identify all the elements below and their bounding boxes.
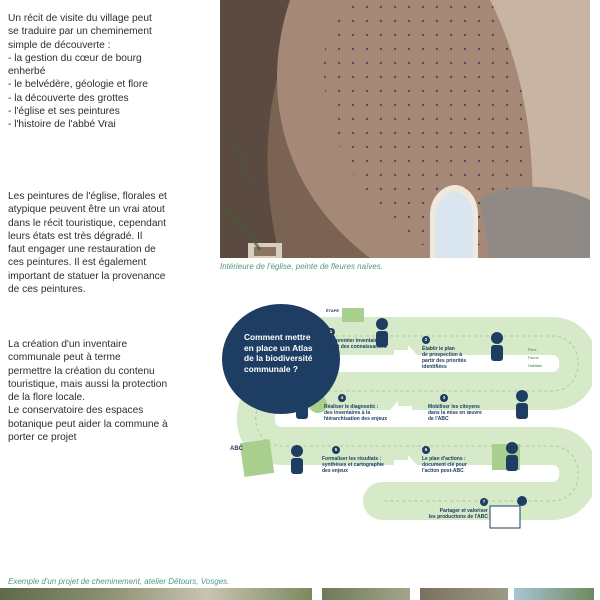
inventory-line: touristique, mais aussi la protection (8, 378, 168, 390)
intro-line: se traduire par un cheminement (8, 26, 152, 38)
intro-text (8, 12, 208, 132)
inventory-line: botanique peut aider la commune à (8, 418, 168, 430)
step-line: Le plan d'actions : (422, 456, 466, 462)
paintings-line: important de statuer la provenance (8, 270, 166, 282)
paintings-line: Les peintures de l'église, florales et (8, 191, 167, 202)
church-interior-photo (220, 0, 590, 258)
inventory-line: de la flore locale. (8, 392, 86, 404)
step-line: Partager et valoriser (439, 508, 488, 514)
paintings-line: leurs états est très dégradé. Il (8, 230, 143, 242)
step-6-text (422, 456, 488, 474)
paintings-line: dans le récit touristique, cependant (8, 217, 167, 229)
intro-line: - l'histoire de l'abbé Vrai (8, 119, 116, 131)
bottom-photo-1 (0, 588, 312, 600)
step-line: les productions de l'ABC (428, 514, 488, 520)
step-5-text (322, 456, 394, 474)
legend-faune: Faune (528, 356, 539, 360)
step-number: 6 (422, 446, 430, 454)
step-number: 5 (332, 446, 340, 454)
step-number: 2 (422, 336, 430, 344)
step-line: hiérarchisation des enjeux (324, 416, 388, 422)
step-line: Mobiliser les citoyens (428, 404, 480, 410)
legend-flore: Flore (528, 348, 537, 352)
step-line: des inventaires à la (324, 410, 371, 416)
step-line: synthèses et cartographie (322, 462, 384, 468)
paintings-line: de ces peintures. (8, 284, 86, 296)
inventory-line: porter ce projet (8, 432, 77, 444)
intro-line: enherbé (8, 66, 46, 78)
step-number: 1 (327, 328, 335, 336)
paintings-line: atypique peuvent être un vrai atout (8, 204, 165, 216)
intro-line: Un récit de visite du village peut (8, 13, 152, 24)
start-label: ÉTAPE (326, 308, 340, 313)
step-line: celui des connaissances (328, 344, 387, 350)
step-number: 4 (338, 394, 346, 402)
infographic-title-line: en place un Atlas (244, 342, 313, 353)
bottom-photo-4 (514, 588, 594, 600)
inventory-line: Le conservatoire des espaces (8, 405, 144, 417)
step-line: de prospection à (422, 352, 463, 358)
legend-habitats: Habitats (528, 364, 542, 368)
intro-line: simple de découverte : (8, 39, 111, 51)
step-4-text (324, 404, 394, 422)
abc-label: ABC (230, 446, 243, 452)
step-line: de l'ABC (428, 416, 449, 422)
step-7-text (418, 508, 488, 520)
intro-line: - l'église et ses peintures (8, 106, 120, 118)
step-line: identifiées (422, 364, 447, 370)
step-line: document clé pour (422, 462, 467, 468)
step-line: dans la mise en œuvre (428, 410, 482, 416)
step-number: 3 (440, 394, 448, 402)
bottom-photo-2 (322, 588, 410, 600)
inventory-line: La création d'un inventaire (8, 339, 128, 350)
step-2-text (422, 346, 486, 370)
church-illustration (220, 0, 590, 258)
inventory-text (8, 338, 208, 444)
infographic-title-line: communale ? (244, 363, 298, 374)
intro-line: - le belvédère, géologie et flore (8, 79, 148, 91)
bottom-photo-3 (420, 588, 508, 600)
paintings-text (8, 190, 208, 296)
step-line: partir des priorités (422, 358, 467, 364)
abc-infographic (222, 296, 592, 540)
intro-line: - la gestion du cœur de bourg (8, 52, 142, 64)
inventory-line: communale peut à terme (8, 352, 121, 364)
paintings-line: faut engager une restauration de (8, 244, 156, 256)
intro-line: - la découverte des grottes (8, 92, 129, 104)
step-number: 7 (480, 498, 488, 506)
paintings-line: ces peintures. Il est également (8, 257, 147, 269)
step-3-text (428, 404, 498, 422)
infographic-title-line: Comment mettre (244, 332, 311, 342)
step-line: Formaliser les résultats : (322, 456, 382, 462)
inventory-line: permettre la création du contenu (8, 365, 155, 377)
step-line: Un premier inventaire, (328, 338, 381, 344)
step-line: des enjeux (322, 468, 348, 474)
infographic-title (222, 304, 340, 414)
step-line: Établir le plan (422, 346, 455, 352)
path-example-caption: Exemple d'un projet de cheminement, atelier Détours, Vosges. (8, 577, 230, 586)
step-line: Réaliser le diagnostic : (324, 404, 379, 410)
church-photo-caption: Intérieure de l'église, peinte de fleures naïves. (220, 262, 383, 271)
step-line: l'action post-ABC (422, 468, 464, 474)
step-1-text (328, 338, 394, 350)
infographic-title-line: de la biodiversité (244, 353, 313, 363)
